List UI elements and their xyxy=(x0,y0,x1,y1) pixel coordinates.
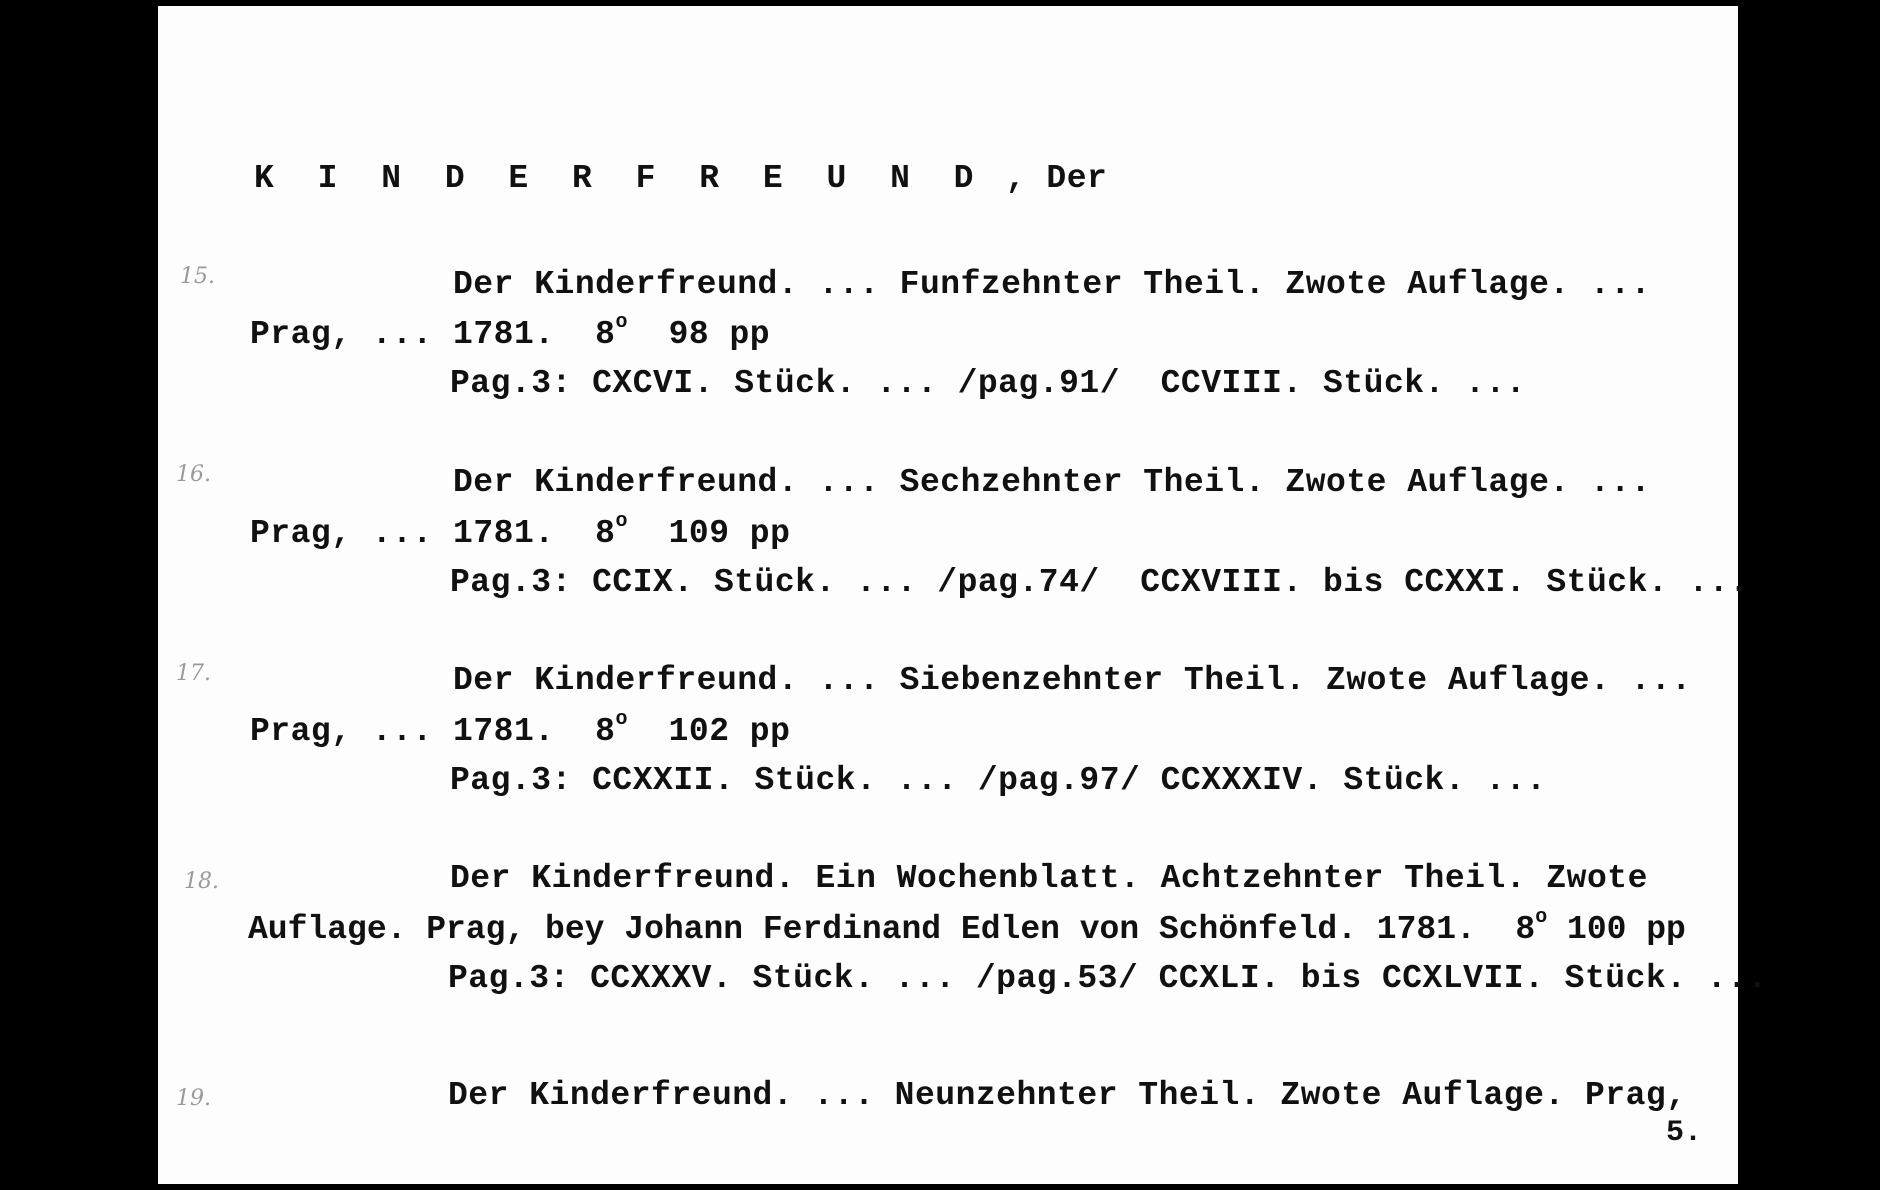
entry-imprint-line xyxy=(250,510,791,552)
format-superscript: o xyxy=(615,311,628,334)
entry-contents-line: Pag.3: CCXXII. Stück. ... /pag.97/ CCXXXIV. Stück. ... xyxy=(450,762,1547,799)
entry-title-line: Der Kinderfreund. ... Neunzehnter Theil. Zwote Auflage. Prag, xyxy=(448,1077,1687,1114)
margin-note: 18. xyxy=(184,869,219,894)
margin-note: 19. xyxy=(176,1086,211,1111)
margin-note: 17. xyxy=(176,661,211,686)
margin-note: 16. xyxy=(176,462,211,487)
entry-contents-line: Pag.3: CCIX. Stück. ... /pag.74/ CCXVIII. bis CCXXI. Stück. ... xyxy=(450,564,1750,601)
entry-contents-line: Pag.3: CCXXXV. Stück. ... /pag.53/ CCXLI. bis CCXLVII. Stück. ... xyxy=(448,960,1768,997)
margin-note: 15. xyxy=(180,264,215,289)
imprint-text: Prag, ... 1781. 8 xyxy=(250,713,616,750)
entry-title-line: Der Kinderfreund. ... Funfzehnter Theil. Zwote Auflage. ... xyxy=(453,266,1651,303)
entry-imprint-line xyxy=(248,906,1686,948)
format-superscript: o xyxy=(615,510,628,533)
entry-imprint-line xyxy=(250,311,771,353)
imprint-text: Auflage. Prag, bey Johann Ferdinand Edlen von Schönfeld. 1781. 8 xyxy=(248,911,1536,948)
entry-title-line: Der Kinderfreund. Ein Wochenblatt. Achtzehnter Theil. Zwote xyxy=(450,860,1648,897)
entry-title-line: Der Kinderfreund. ... Sechzehnter Theil. Zwote Auflage. ... xyxy=(453,464,1651,501)
pages-text: 109 pp xyxy=(627,515,791,552)
pages-text: 100 pp xyxy=(1547,911,1686,948)
format-superscript: o xyxy=(615,708,628,731)
pages-text: 98 pp xyxy=(627,316,771,353)
entry-title-line: Der Kinderfreund. ... Siebenzehnter Theil. Zwote Auflage. ... xyxy=(453,662,1692,699)
page-number: 5. xyxy=(1665,1116,1702,1150)
card-heading xyxy=(254,162,1107,195)
imprint-text: Prag, ... 1781. 8 xyxy=(250,515,616,552)
imprint-text: Prag, ... 1781. 8 xyxy=(250,316,616,353)
format-superscript: o xyxy=(1535,906,1548,929)
entry-imprint-line xyxy=(250,708,791,750)
pages-text: 102 pp xyxy=(627,713,791,750)
entry-contents-line: Pag.3: CXCVI. Stück. ... /pag.91/ CCVIII. Stück. ... xyxy=(450,365,1527,402)
catalog-card xyxy=(158,6,1768,1184)
heading-suffix: , Der xyxy=(985,160,1108,197)
heading-main: K I N D E R F R E U N D xyxy=(254,160,986,197)
